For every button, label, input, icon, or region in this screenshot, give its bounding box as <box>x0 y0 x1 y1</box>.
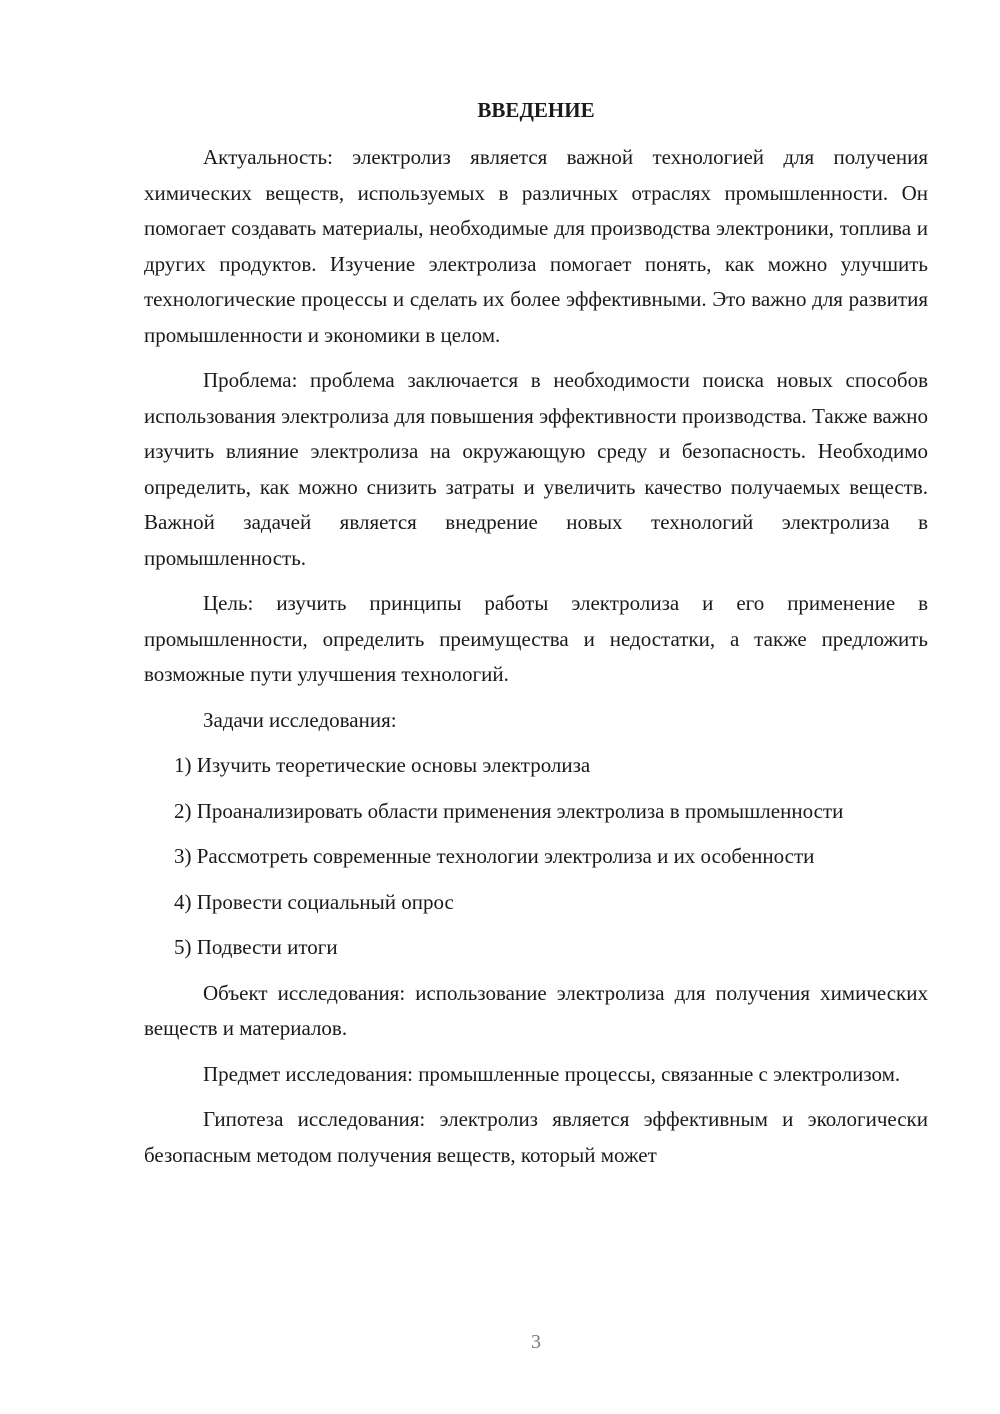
paragraph-relevance: Актуальность: электролиз является важной технологией для получения химических веществ, используемых в различных отраслях промышленности. Он помогает создавать материалы, необходимые для производства электроники, топлива и других продуктов. Изучение электролиза помогает понять, как можно улучшить технологические процессы и сделать их более эффективными. Это важно для развития промышленности и экономики в целом. <box>144 145 928 347</box>
task-item-3: 3) Рассмотреть современные технологии электролиза и их особенности <box>174 844 815 868</box>
section-title: ВВЕДЕНИЕ <box>477 98 595 122</box>
paragraph-tasks-heading: Задачи исследования: <box>203 707 397 732</box>
task-item-5: 5) Подвести итоги <box>174 935 338 959</box>
paragraph-hypothesis: Гипотеза исследования: электролиз является эффективным и экологически безопасным методом получения веществ, который может <box>144 1107 928 1167</box>
paragraph-problem: Проблема: проблема заключается в необходимости поиска новых способов использования электролиза для повышения эффективности производства. Также важно изучить влияние электролиза на окружающую среду и безопасность. Необходимо определить, как можно снизить затраты и увеличить качество получаемых веществ. Важной задачей является внедрение новых технологий электролиза в промышленность. <box>144 368 928 570</box>
page-number: 3 <box>531 1331 541 1353</box>
document-body <box>144 92 928 1183</box>
paragraph-subject: Предмет исследования: промышленные процессы, связанные с электролизом. <box>203 1061 901 1086</box>
task-item-1: 1) Изучить теоретические основы электролиза <box>174 753 591 777</box>
paragraph-object: Объект исследования: использование электролиза для получения химических веществ и материалов. <box>144 980 928 1040</box>
task-item-4: 4) Провести социальный опрос <box>174 889 454 914</box>
paragraph-goal: Цель: изучить принципы работы электролиза и его применение в промышленности, определить преимущества и недостатки, а также предложить возможные пути улучшения технологий. <box>144 591 928 686</box>
task-item-2: 2) Проанализировать области применения электролиза в промышленности <box>174 798 844 823</box>
